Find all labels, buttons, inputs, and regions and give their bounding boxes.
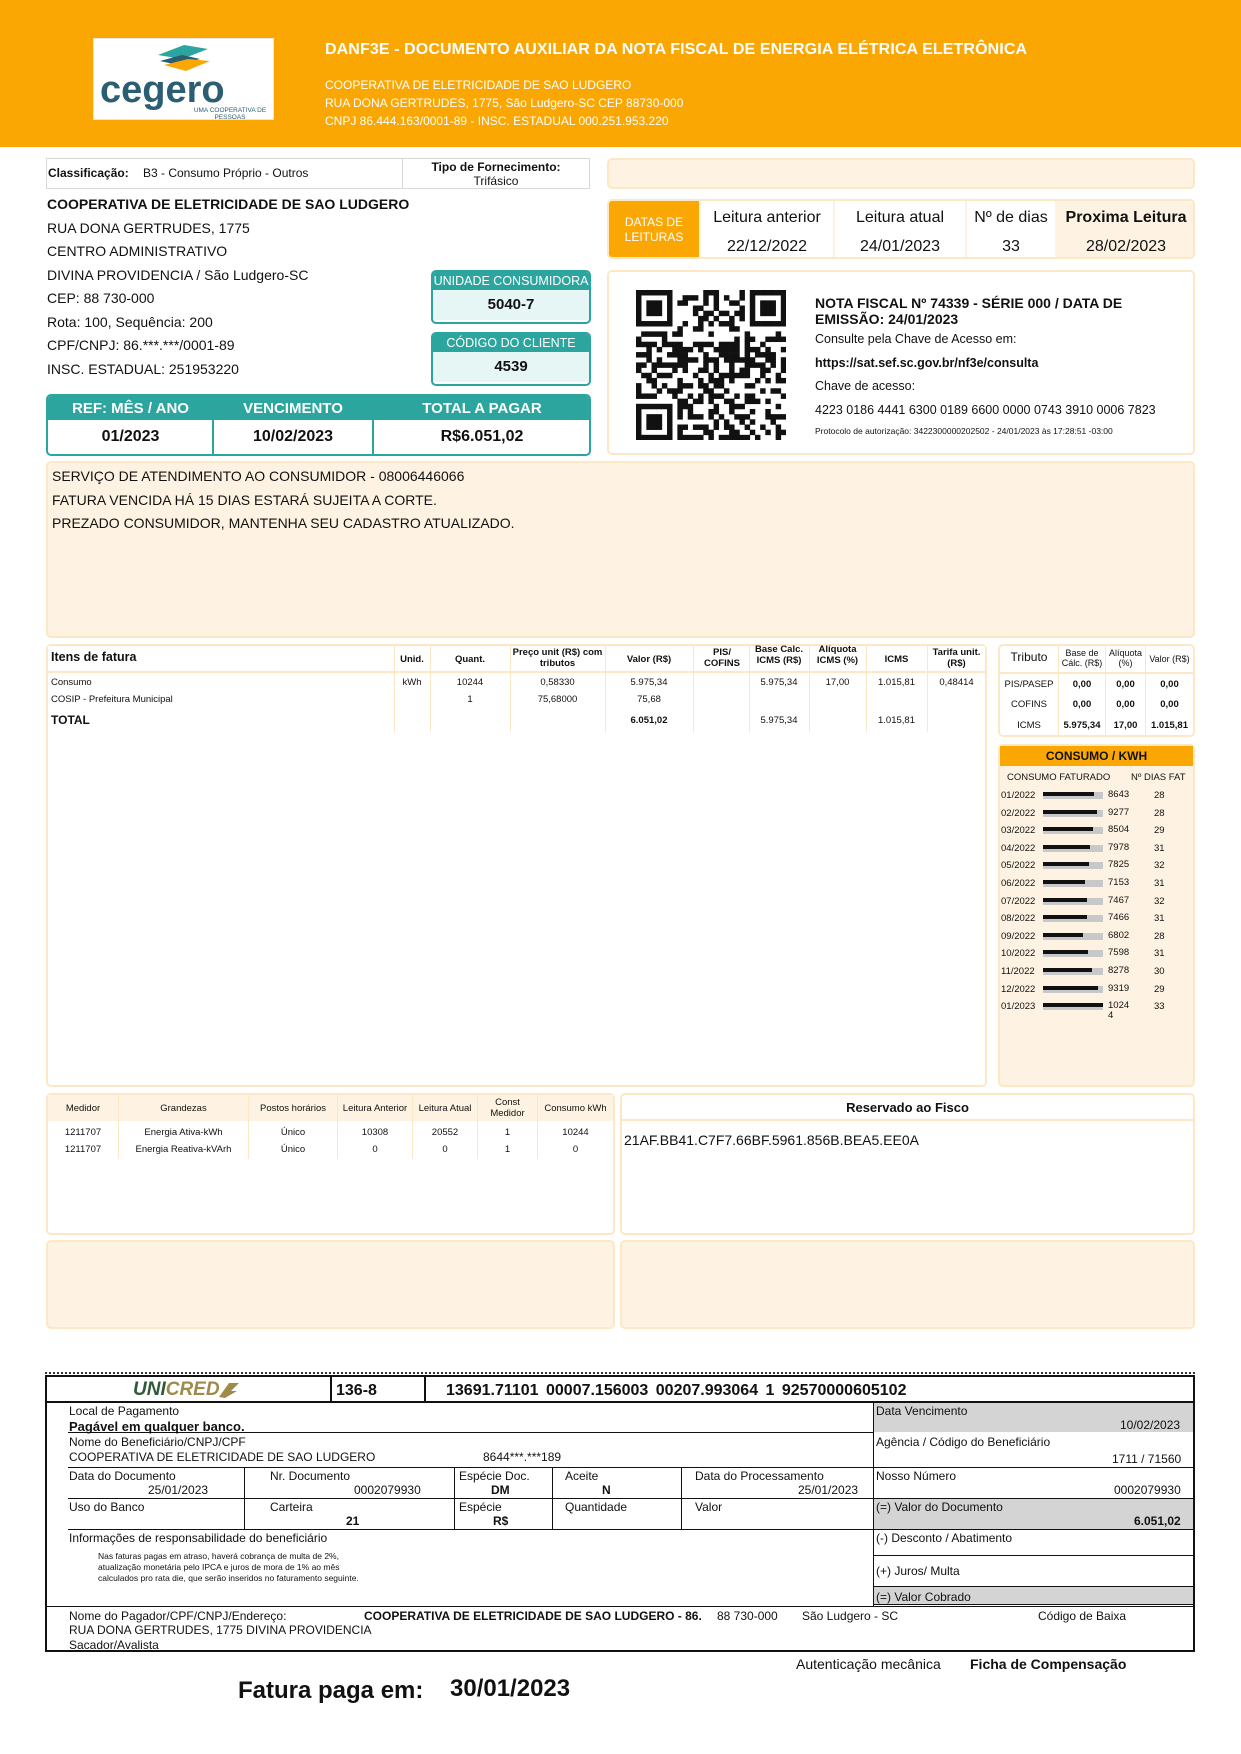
col-item: Itens de fatura bbox=[51, 650, 137, 664]
consumption-days: 28 bbox=[1154, 807, 1165, 819]
item-value: 75,68 bbox=[637, 694, 661, 705]
tax-rate: 0,00 bbox=[1116, 679, 1135, 690]
consumption-row bbox=[1000, 946, 1193, 962]
currency-label: Espécie bbox=[459, 1500, 502, 1514]
blank-panel bbox=[46, 1240, 615, 1329]
total-row-label: TOTAL bbox=[51, 713, 90, 727]
meter-cell: 1 bbox=[504, 1127, 511, 1138]
currency-value: R$ bbox=[493, 1514, 509, 1528]
supply-type-label: Tipo de Fornecimento: bbox=[431, 160, 561, 174]
consumption-value: 7153 bbox=[1108, 877, 1130, 888]
supply-type-value: Trifásico bbox=[473, 174, 519, 188]
consumption-month: 12/2022 bbox=[1001, 983, 1036, 995]
meter-cell: Energia Ativa-kWh bbox=[144, 1127, 223, 1138]
col-unit-tariff: Tarifa unit. (R$) bbox=[932, 647, 981, 669]
blank-panel bbox=[607, 158, 1195, 189]
consumption-month: 08/2022 bbox=[1001, 913, 1036, 925]
total-row-icms: 1.015,81 bbox=[878, 715, 915, 726]
consumption-row bbox=[1000, 806, 1193, 822]
item-unit-price: 0,58330 bbox=[540, 677, 575, 688]
item-icms-base: 5.975,34 bbox=[760, 677, 798, 688]
total-row-icms-base: 5.975,34 bbox=[760, 715, 798, 726]
our-number-value: 0002079930 bbox=[1114, 1483, 1181, 1497]
consumption-month: 01/2023 bbox=[1001, 1001, 1036, 1013]
tax-authority-title: Reservado ao Fisco bbox=[622, 1095, 1193, 1121]
quantity-label: Quantidade bbox=[565, 1500, 628, 1514]
processing-date-value: 25/01/2023 bbox=[798, 1483, 859, 1497]
meter-cell: 0 bbox=[572, 1144, 579, 1155]
cegero-logo bbox=[93, 38, 274, 120]
consumption-row bbox=[1000, 876, 1193, 892]
billing-summary bbox=[46, 394, 591, 456]
doc-kind-label: Espécie Doc. bbox=[459, 1469, 530, 1483]
consumption-days: 30 bbox=[1154, 966, 1165, 977]
col-pis-cofins: PIS/ COFINS bbox=[704, 647, 740, 669]
customer-line: RUA DONA GERTRUDES, 1775 bbox=[47, 219, 250, 236]
tax-name: PIS/PASEP bbox=[1004, 679, 1054, 690]
col-unit-price: Preço unit (R$) com tributos bbox=[512, 647, 603, 669]
ref-month-label: REF: MÊS / ANO bbox=[72, 400, 189, 417]
tax-name: COFINS bbox=[1011, 699, 1047, 710]
consumption-row bbox=[1000, 788, 1193, 804]
due-date-value: 10/02/2023 bbox=[1120, 1418, 1181, 1432]
consumption-days: 32 bbox=[1154, 860, 1165, 872]
current-reading-date: 24/01/2023 bbox=[859, 238, 941, 255]
item-icms: 1.015,81 bbox=[878, 677, 915, 688]
blank-panel bbox=[620, 1240, 1195, 1329]
settlement-code-label: Código de Baixa bbox=[1038, 1609, 1127, 1623]
payment-place-value: Pagável em qualquer banco. bbox=[69, 1419, 245, 1434]
bank-logo-a: UNI bbox=[133, 1379, 166, 1400]
consumption-bar bbox=[1043, 845, 1090, 849]
doc-kind-value: DM bbox=[491, 1483, 510, 1497]
customer-address-block bbox=[47, 193, 409, 381]
customer-line: CEP: 88 730-000 bbox=[47, 290, 155, 306]
consumption-row bbox=[1000, 823, 1193, 839]
consumption-row bbox=[1000, 929, 1193, 945]
consumption-value: 7978 bbox=[1108, 841, 1130, 853]
meter-cell: 1211707 bbox=[64, 1127, 102, 1138]
client-code-box bbox=[431, 332, 591, 386]
meter-cell: 10308 bbox=[361, 1127, 389, 1138]
beneficiary-info-line: Nas faturas pagas em atraso, haverá cobrança de multa de 2%, bbox=[98, 1551, 339, 1561]
meter-cell: Único bbox=[280, 1127, 306, 1138]
col-icms-rate: Alíquota ICMS (%) bbox=[816, 644, 859, 666]
consumption-bar bbox=[1043, 968, 1092, 972]
consumption-row bbox=[1000, 964, 1193, 980]
bank-code: 136-8 bbox=[336, 1382, 377, 1399]
consumption-row bbox=[1000, 999, 1193, 1022]
consumption-value: 7466 bbox=[1108, 912, 1130, 924]
acceptance-label: Aceite bbox=[565, 1469, 599, 1483]
consumption-value: 6802 bbox=[1108, 929, 1130, 941]
consumer-unit-box bbox=[431, 270, 591, 324]
tax-base: 5.975,34 bbox=[1063, 720, 1101, 731]
consumption-month: 04/2022 bbox=[1001, 842, 1036, 854]
payer-city: São Ludgero - SC bbox=[802, 1609, 899, 1623]
current-reading-label: Leitura atual bbox=[855, 209, 945, 226]
beneficiary-label: Nome do Beneficiário/CNPJ/CPF bbox=[69, 1435, 246, 1449]
payment-place-label: Local de Pagamento bbox=[69, 1404, 180, 1418]
tax-col-base: Base de Cálc. (R$) bbox=[1061, 648, 1103, 668]
meter-col: Leitura Atual bbox=[418, 1103, 472, 1114]
issuer-address: RUA DONA GERTRUDES, 1775, São Ludgero-SC CEP 88730-000 bbox=[325, 96, 684, 110]
meter-cell: 1211707 bbox=[64, 1144, 102, 1155]
total-label: TOTAL A PAGAR bbox=[422, 400, 542, 417]
days-count-value: 33 bbox=[1002, 238, 1020, 255]
logo-wordmark: cegero bbox=[100, 69, 225, 111]
tax-rate: 0,00 bbox=[1116, 699, 1135, 710]
bank-logo-b: CRED bbox=[165, 1379, 220, 1400]
item-unit: kWh bbox=[402, 677, 422, 688]
consumption-days: 31 bbox=[1154, 842, 1165, 854]
payer-cep: 88 730-000 bbox=[717, 1609, 778, 1623]
client-code-label: CÓDIGO DO CLIENTE bbox=[433, 334, 589, 352]
consumption-row bbox=[1000, 982, 1193, 998]
beneficiary-info-line: calculados pro rata die, que serão inseridos no faturamento seguinte. bbox=[98, 1573, 359, 1583]
consumption-col-label: CONSUMO FATURADO bbox=[1007, 772, 1111, 783]
message-line: SERVIÇO DE ATENDIMENTO AO CONSUMIDOR - 08006446066 bbox=[52, 468, 465, 484]
consumption-month: 11/2022 bbox=[1001, 966, 1035, 977]
col-value: Valor (R$) bbox=[626, 654, 672, 665]
meter-col: Const Medidor bbox=[490, 1097, 525, 1119]
tax-value: 1.015,81 bbox=[1151, 720, 1188, 731]
meter-col: Leitura Anterior bbox=[342, 1103, 408, 1114]
consumption-month: 06/2022 bbox=[1001, 878, 1036, 889]
consumption-month: 09/2022 bbox=[1001, 930, 1036, 942]
customer-line: CPF/CNPJ: 86.***.***/0001-89 bbox=[47, 337, 235, 353]
issuer-cnpj: CNPJ 86.444.163/0001-89 - INSC. ESTADUAL 000.251.953.220 bbox=[325, 114, 669, 128]
consumption-row bbox=[1000, 841, 1193, 857]
payer-address: RUA DONA GERTRUDES, 1775 DIVINA PROVIDENCIA bbox=[69, 1623, 372, 1637]
due-date-label: VENCIMENTO bbox=[243, 400, 343, 417]
meter-cell: 0 bbox=[372, 1144, 378, 1155]
consumption-month: 01/2022 bbox=[1001, 790, 1036, 801]
classification-value: B3 - Consumo Próprio - Outros bbox=[143, 166, 309, 180]
total-row-value: 6.051,02 bbox=[630, 715, 668, 726]
consumption-value: 8504 bbox=[1108, 824, 1130, 836]
consumption-value: 9319 bbox=[1108, 982, 1130, 994]
payer-label: Nome do Pagador/CPF/CNPJ/Endereço: bbox=[69, 1609, 287, 1623]
consumption-row bbox=[1000, 858, 1193, 874]
invoice-number: NOTA FISCAL Nº 74339 - SÉRIE 000 / DATA DE EMISSÃO: 24/01/2023 bbox=[815, 295, 1123, 327]
tax-value: 0,00 bbox=[1160, 699, 1179, 710]
document-value: 6.051,02 bbox=[1134, 1514, 1181, 1528]
consult-label: Consulte pela Chave de Acesso em: bbox=[815, 332, 1017, 346]
our-number-label: Nosso Número bbox=[876, 1469, 957, 1483]
consumption-bar bbox=[1043, 915, 1087, 919]
consumption-row bbox=[1000, 894, 1193, 910]
col-icms: ICMS bbox=[884, 654, 909, 665]
invoice-items-table bbox=[46, 644, 987, 1087]
messages-text bbox=[52, 465, 515, 536]
tax-value: 0,00 bbox=[1160, 679, 1179, 690]
consumer-unit-label: UNIDADE CONSUMIDORA bbox=[433, 274, 589, 288]
meter-cell: 10244 bbox=[562, 1127, 589, 1138]
consumption-days: 33 bbox=[1154, 1001, 1165, 1013]
consumption-chart-title: CONSUMO / KWH bbox=[1000, 746, 1193, 766]
next-reading-date: 28/02/2023 bbox=[1085, 238, 1167, 255]
meter-col: Grandezas bbox=[160, 1103, 207, 1114]
consumption-value: 7825 bbox=[1108, 859, 1130, 871]
item-icms-rate: 17,00 bbox=[825, 677, 850, 688]
consumption-bar bbox=[1043, 986, 1098, 990]
tax-col-value: Valor (R$) bbox=[1149, 654, 1190, 664]
consumption-value: 9277 bbox=[1108, 806, 1130, 818]
consumption-bar bbox=[1043, 898, 1087, 902]
paid-stamp-date: 30/01/2023 bbox=[450, 1675, 571, 1702]
mechanical-auth-label: Autenticação mecânica bbox=[796, 1656, 941, 1672]
interest-label: (+) Juros/ Multa bbox=[876, 1564, 960, 1578]
access-key-value: 4223 0186 4441 6300 0189 6600 0000 0743 3910 0006 7823 bbox=[815, 403, 1156, 417]
consumption-days: 29 bbox=[1154, 825, 1165, 837]
meter-col: Medidor bbox=[65, 1103, 101, 1114]
next-reading-label: Proxima Leitura bbox=[1065, 209, 1187, 226]
meter-cell: Energia Reativa-kVArh bbox=[135, 1144, 232, 1155]
consumption-days: 31 bbox=[1154, 913, 1165, 925]
col-icms-base: Base Calc. ICMS (R$) bbox=[754, 644, 804, 666]
document-date-label: Data do Documento bbox=[69, 1469, 176, 1483]
meter-cell: 1 bbox=[504, 1144, 511, 1155]
meter-col: Consumo kWh bbox=[544, 1103, 607, 1114]
consumption-month: 03/2022 bbox=[1001, 825, 1036, 837]
meter-cell: Único bbox=[280, 1144, 306, 1155]
discount-label: (-) Desconto / Abatimento bbox=[876, 1531, 1013, 1545]
item-quantity: 1 bbox=[467, 694, 473, 705]
days-count-label: Nº de dias bbox=[974, 209, 1048, 226]
total-value: R$6.051,02 bbox=[440, 428, 524, 445]
classification-label: Classificação: bbox=[48, 166, 129, 180]
tax-name: ICMS bbox=[1017, 720, 1041, 731]
acceptance-value: N bbox=[602, 1483, 611, 1497]
tax-col-rate: Alíquota (%) bbox=[1108, 648, 1143, 668]
customer-line: DIVINA PROVIDENCIA / São Ludgero-SC bbox=[47, 266, 309, 283]
portfolio-label: Carteira bbox=[270, 1500, 313, 1514]
beneficiary-value: COOPERATIVA DE ELETRICIDADE DE SAO LUDGERO bbox=[69, 1450, 376, 1464]
due-date-value: 10/02/2023 bbox=[252, 428, 334, 445]
days-col-label: Nº DIAS FAT bbox=[1131, 772, 1186, 783]
meter-cell: 0 bbox=[442, 1144, 448, 1155]
consumption-month: 10/2022 bbox=[1001, 948, 1036, 960]
client-code-value: 4539 bbox=[433, 352, 589, 382]
tax-col-name: Tributo bbox=[1010, 650, 1048, 664]
item-unit-tariff: 0,48414 bbox=[939, 677, 974, 688]
tax-authority-code: 21AF.BB41.C7F7.66BF.5961.856B.BEA5.EE0A bbox=[624, 1132, 919, 1148]
consumption-days: 31 bbox=[1154, 878, 1165, 889]
bank-arrow-icon bbox=[217, 1381, 241, 1399]
digitable-line: 13691.71101 00007.156003 00207.993064 1 92570000605102 bbox=[446, 1382, 907, 1399]
paid-stamp-label: Fatura paga em: bbox=[238, 1677, 424, 1704]
consumption-month: 05/2022 bbox=[1001, 860, 1036, 872]
consumption-value: 7467 bbox=[1108, 894, 1130, 906]
consumption-days: 31 bbox=[1154, 948, 1165, 960]
cut-line bbox=[45, 1372, 1195, 1374]
meter-col: Postos horários bbox=[259, 1103, 326, 1114]
consumption-bar bbox=[1043, 880, 1085, 884]
readings-panel bbox=[607, 199, 1195, 259]
previous-reading bbox=[701, 201, 833, 259]
qr-code-icon bbox=[636, 290, 786, 440]
consumption-value: 7598 bbox=[1108, 947, 1130, 959]
consumption-days: 32 bbox=[1154, 895, 1165, 907]
previous-reading-date: 22/12/2022 bbox=[726, 238, 808, 255]
ref-month-value: 01/2023 bbox=[101, 428, 160, 445]
consumption-row bbox=[1000, 911, 1193, 927]
beneficiary-info-label: Informações de responsabilidade do beneficiário bbox=[69, 1531, 328, 1545]
tax-base: 0,00 bbox=[1072, 679, 1092, 690]
days-count bbox=[967, 201, 1055, 259]
customer-line: INSC. ESTADUAL: 251953220 bbox=[47, 360, 239, 377]
document-date-value: 25/01/2023 bbox=[148, 1483, 209, 1497]
document-number-label: Nr. Documento bbox=[270, 1469, 351, 1483]
compensation-slip-label: Ficha de Compensação bbox=[970, 1656, 1127, 1672]
customer-name: COOPERATIVA DE ELETRICIDADE DE SAO LUDGERO bbox=[47, 196, 410, 212]
document-number-value: 0002079930 bbox=[354, 1483, 421, 1497]
consumption-month: 07/2022 bbox=[1001, 895, 1036, 907]
document-title: DANF3E - DOCUMENTO AUXILIAR DA NOTA FISCAL DE ENERGIA ELÉTRICA ELETRÔNICA bbox=[325, 41, 1028, 58]
meter-cell: 20552 bbox=[431, 1127, 459, 1138]
consumption-value: 1024 4 bbox=[1108, 1000, 1130, 1022]
portfolio-value: 21 bbox=[346, 1514, 360, 1528]
issuer-name: COOPERATIVA DE ELETRICIDADE DE SAO LUDGERO bbox=[325, 78, 632, 92]
consult-url[interactable]: https://sat.sef.sc.gov.br/nf3e/consulta bbox=[815, 356, 1039, 370]
consumer-unit-value: 5040-7 bbox=[433, 290, 589, 320]
readings-label: DATAS DE LEITURAS bbox=[609, 201, 699, 259]
message-line: PREZADO CONSUMIDOR, MANTENHA SEU CADASTRO ATUALIZADO. bbox=[52, 515, 515, 531]
previous-reading-label: Leitura anterior bbox=[713, 209, 821, 226]
item-value: 5.975,34 bbox=[630, 677, 668, 688]
current-reading bbox=[835, 201, 965, 259]
consumption-days: 28 bbox=[1154, 930, 1165, 942]
consumption-days: 28 bbox=[1154, 790, 1165, 801]
col-unit: Unid. bbox=[400, 654, 424, 665]
consumption-bar bbox=[1043, 810, 1097, 814]
next-reading bbox=[1057, 201, 1195, 259]
beneficiary-doc: 8644***.***189 bbox=[483, 1450, 562, 1464]
consumption-bar bbox=[1043, 950, 1088, 954]
tax-base: 0,00 bbox=[1072, 699, 1092, 710]
consumption-bar bbox=[1043, 792, 1094, 796]
consumption-days: 29 bbox=[1154, 983, 1165, 995]
agency-label: Agência / Código do Beneficiário bbox=[876, 1435, 1051, 1449]
consumption-month: 02/2022 bbox=[1001, 807, 1036, 819]
document-value-label: (=) Valor do Documento bbox=[876, 1500, 1003, 1514]
processing-date-label: Data do Processamento bbox=[695, 1469, 824, 1483]
consumption-value: 8643 bbox=[1108, 789, 1130, 800]
value-label: Valor bbox=[695, 1500, 723, 1514]
item-quantity: 10244 bbox=[456, 677, 484, 688]
due-date-label: Data Vencimento bbox=[876, 1404, 968, 1418]
authorization-protocol: Protocolo de autorização: 3422300000202502 - 24/01/2023 às 17:28:51 -03:00 bbox=[815, 426, 1113, 436]
col-quantity: Quant. bbox=[454, 654, 486, 665]
tax-rate: 17,00 bbox=[1113, 720, 1138, 731]
bank-logo bbox=[133, 1379, 220, 1401]
consumption-bar bbox=[1043, 827, 1093, 831]
payer-name: COOPERATIVA DE ELETRICIDADE DE SAO LUDGERO - 86. bbox=[364, 1609, 702, 1623]
bank-use-label: Uso do Banco bbox=[69, 1500, 145, 1514]
item-name: Consumo bbox=[51, 677, 92, 688]
logo-tagline: UMA COOPERATIVA DE PESSOAS bbox=[193, 107, 267, 121]
charged-value-label: (=) Valor Cobrado bbox=[876, 1590, 971, 1604]
consumption-bar bbox=[1043, 1003, 1103, 1007]
item-unit-price: 75,68000 bbox=[537, 694, 578, 705]
message-line: FATURA VENCIDA HÁ 15 DIAS ESTARÁ SUJEITA A CORTE. bbox=[52, 491, 437, 508]
beneficiary-info-line: atualização monetária pelo IPCA e juros de mora de 1% ao mês bbox=[98, 1562, 340, 1572]
consumption-value: 8278 bbox=[1108, 965, 1130, 976]
consumption-bar bbox=[1043, 862, 1089, 866]
issuer-info bbox=[325, 76, 683, 130]
guarantor-label: Sacador/Avalista bbox=[69, 1638, 159, 1652]
customer-line: Rota: 100, Sequência: 200 bbox=[47, 313, 213, 330]
customer-line: CENTRO ADMINISTRATIVO bbox=[47, 243, 228, 259]
access-key-label: Chave de acesso: bbox=[815, 379, 916, 393]
agency-value: 1711 / 71560 bbox=[1112, 1452, 1182, 1466]
item-name: COSIP - Prefeitura Municipal bbox=[51, 694, 173, 705]
consumption-bar bbox=[1043, 933, 1083, 937]
